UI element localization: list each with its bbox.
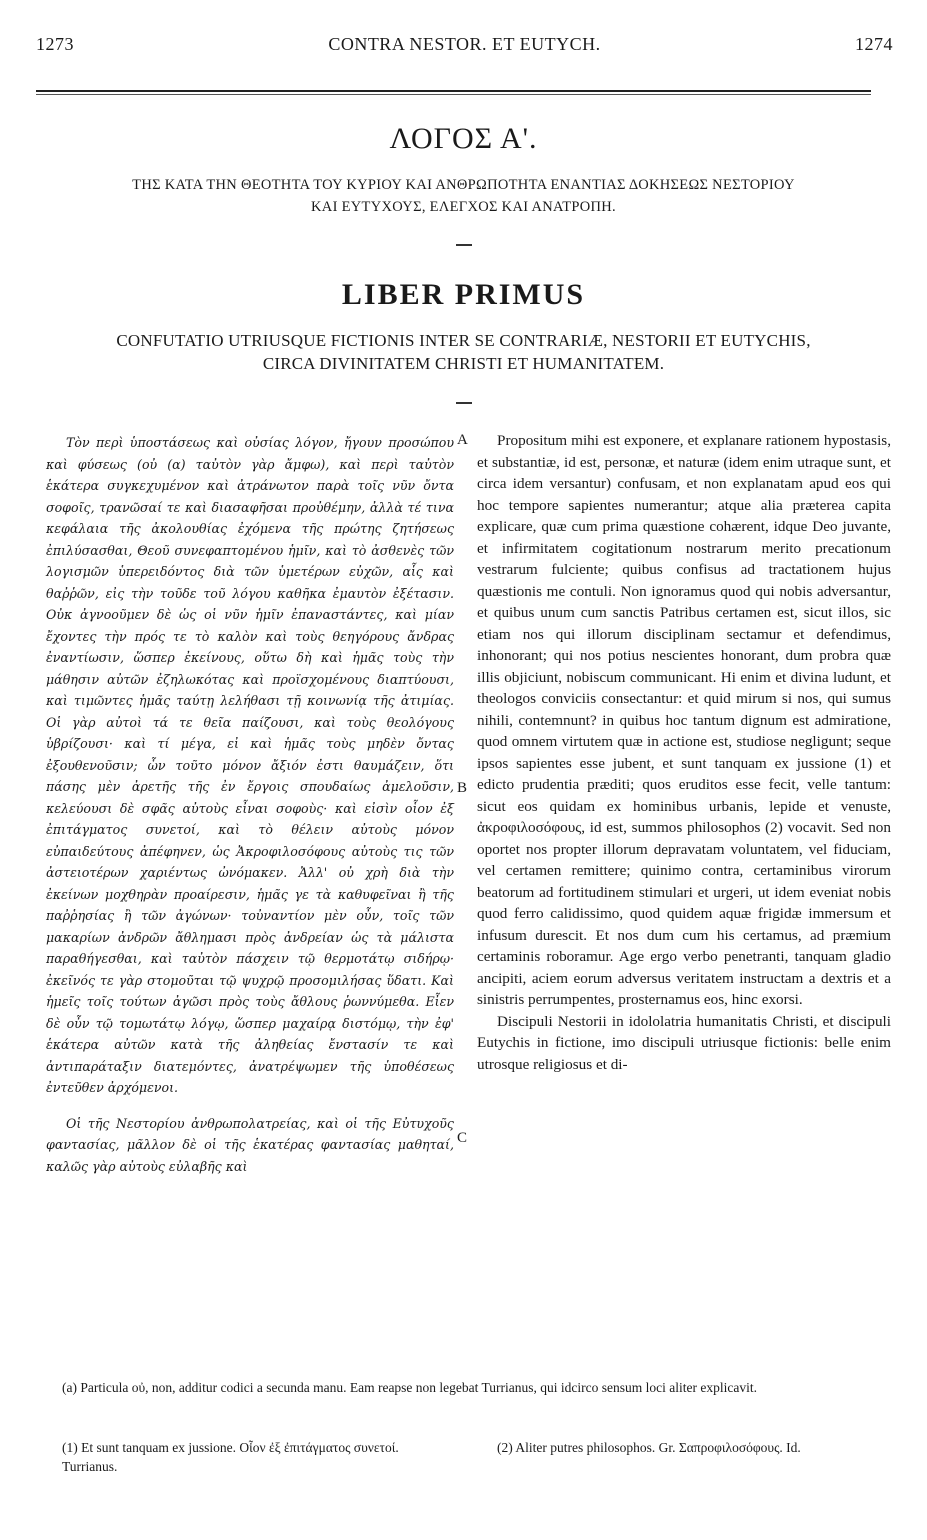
latin-book-title: LIBER PRIMUS <box>341 278 586 311</box>
header-rule <box>36 90 871 92</box>
greek-paragraph-1: Τὸν περὶ ὑποστάσεως καὶ οὐσίας λόγον, ἤγουν προσώπου καὶ φύσεως (οὐ (α) ταὐτὸν γὰρ ἄμφω), καὶ περὶ ταὐτὸν ἑκάτερα συγκεχυμένον καὶ ἀτράνωτον παρὰ τοῖς νῦν ὄντα σοφοῖς, τρανῶσαί τε καὶ διασαφῆσαι προὐθέμην, ἀλλὰ τέ τινα κεφάλαια τῆς ἀκολουθίας ἐχόμενα τῆς πρώτης ζητήσεως ἐπιλύσασθαι, Θεοῦ συνεφαπτομένου ἡμῖν, καὶ τὸ ἀσθενὲς τῶν λογισμῶν ὑπερειδόντος διὰ τῶν ὑμετέρων εὐχῶν, αἷς καὶ θαῤῥῶν, εἰς τὴν τοῦδε τοῦ λόγου καθῆκα ἐμαυτὸν ἐξέτασιν. Οὐκ ἀγνοοῦμεν δὲ ὡς οἱ νῦν ἡμῖν ἐπαναστάντες, καὶ μίαν ἔχοντες τὴν πρός τε τὸ καλὸν καὶ τοὺς θεηγόρους ἄνδρας ἐναντίωσιν, ὥσπερ ἐκείνους, οὕτω δὴ καὶ ἡμᾶς τοὺς τὴν μάθησιν αὐτῶν ἐζηλωκότας καὶ προϊσχομένους διαπτύουσι, καὶ τιμῶντες ἡμᾶς ταύτῃ λελήθασι τῇ κοινωνίᾳ τῆς ἀτιμίας. Οἱ γὰρ αὐτοὶ τά τε θεῖα παίζουσι, καὶ τοὺς θεολόγους ὑβρίζουσι· καὶ τί μέγα, εἰ καὶ ἡμᾶς τοὺς μηδὲν ὄντας ἐξουθενοῦσιν; ὧν τοῦτο μόνον ἄξιόν ἐστι θαυμάζειν, ὅτι πάσης μὲν ἀρετῆς τῆς ἐν ἔργοις σπουδαίως ἀμελοῦσιν, κελεύουσι δὲ σφᾶς αὐτοὺς εἶναι σοφοὺς· καὶ εἰσὶν οἷον ἐξ ἐπιτάγματος συνετοί, καὶ τὸ θέλειν αὐτοὺς μόνον εὐπαιδεύτους ἀπέφηνεν, ὡς Ἀκροφιλοσόφους αὐτοὺς τις τῶν ἀστειοτέρων χαριέντως ὠνόμακεν. Ἀλλ' οὐ χρὴ διὰ τὴν ἐκείνων μοχθηρὰν προαίρεσιν, ἡμᾶς γε τὰ καθυφεῖναι ἢ τῆς παῤῥησίας ἢ τῶν ἀγώνων· τοὐναντίον μὲν οὖν, τοῖς τῶν μακαρίων ἀνδρῶν ἄθλημασι πρὸς ἀνδρείαν ὡς τὰ μάλιστα παραθήγεσθαι, καὶ ταὐτὸν πάσχειν τῷ θερμοτάτῳ σιδήρῳ· ἐκεῖνός τε γὰρ στομοῦται τῷ ψυχρῷ προσομιλήσας ὕδατι. Καὶ ἡμεῖς τοῖς τούτων ἀγῶσι πρὸς τοὺς ἄθλους ῥωννύμεθα. Εἶεν δὲ οὖν τῷ τομωτάτῳ λόγῳ, ὥσπερ μαχαίρᾳ διστόμῳ, τὴν ἐφ' ἑκάτερα αὐτῶν κατὰ τῆς ἀληθείας ἔνστασίν τε καὶ ἀντιπαράταξιν διατεμόντες, ἀνατρέψωμεν τῆς ὑποθέσεως ἐντεῦθεν ἀρχόμενοι. <box>46 435 454 1095</box>
page-number-left: 1273 <box>36 34 74 54</box>
greek-book-title: ΛΟΓΟΣ Α'. <box>389 122 538 155</box>
running-title: CONTRA NESTOR. ET EUTYCH. <box>328 34 601 54</box>
footnote-1: (1) Et sunt tanquam ex jussione. Οἷον ἐξ ἐπιτάγματος συνετοί. Turrianus. <box>62 1440 399 1474</box>
running-header <box>36 34 893 58</box>
section-dash-2 <box>456 402 472 404</box>
latin-paragraph-2: Discipuli Nestorii in idololatria humanitatis Christi, et discipuli Eutychis in fictione, imo discipuli utriusque fictionis: belle enim utrosque religiosus et di- <box>477 1012 891 1073</box>
latin-paragraph-1: Propositum mihi est exponere, et explanare rationem hypostasis, et substantiæ, id est, personæ, et naturæ (idem enim utraque sunt, et circa idem versantur) confusam, et non explanatam apud eos qui hoc tempore sapientes numerantur; atque alia præterea capita explicare, quæ cum prima quæstione cohærent, idque Deo juvante, et infirmitatem cogitationum nostrarum merito precationum vestrarum fulciente; quibus confisus ad tractationem hujus quæstionis me contuli. Non ignoramus quod qui nobis adversantur, et quibus unum cum sanctis Patribus certamen est, sicut illos, sic etiam nos qui illorum disciplinam sectamur et defendimus, inhonorant; qui nos potius nescientes honorant, dum probra quæ illis objiciunt, nobiscum communicant. Hi enim et divina ludunt, et theologos conviciis consectantur: et quid mirum si nos, qui sumus nihili, contemnunt? in quibus hoc tantum dignum est admiratione, quod omnem virtutem quæ in actione est, studiose negligunt; seque ipsos sapientes esse jubent, et sunt tanquam ex jussione (1) et edicto prudentia præditi; quos eruditos esse fecit, velle tantum: sicut eos quidam ex hominibus urbanis, lepide et venuste, ἀκροφιλοσόφους, id est, summos philosophos (2) vocavit. Sed non oportet nos propter illorum depravatam voluntatem, vel fiduciam, vel certamen remittere; quinimo contra, certaminibus virorum beatorum ad fortitudinem stimulari et urgeri, ut idem eveniat nobis quod ferro calidissimo, quod quidem aquæ frigidæ immersum et infusum durescit. Et nos dum cum his certamus, ad præmium certaminis roboramur. Age ergo verbo penetranti, tanquam gladio ancipiti, aciem eorum adversus veritatem instructam a dextris et a sinistris perrumpentes, prosternamus eos, hinc exorsi. <box>477 432 891 1008</box>
greek-paragraph-2: Οἱ τῆς Νεστορίου ἀνθρωπολατρείας, καὶ οἱ τῆς Εὐτυχοῦς φαντασίας, μᾶλλον δὲ οἱ τῆς ἑκατέρας φαντασίας μαθηταί, καλῶς γὰρ αὐτοὺς εὐλαβῆς καὶ <box>46 1115 454 1174</box>
latin-subtitle-line-2: CIRCA DIVINITATEM CHRISTI ET HUMANITATEM. <box>262 354 665 373</box>
latin-subtitle-line-1: CONFUTATIO UTRIUSQUE FICTIONIS INTER SE CONTRARIÆ, NESTORII ET EUTYCHIS, <box>116 331 811 350</box>
latin-column <box>477 430 891 1075</box>
page-number-right: 1274 <box>855 34 893 54</box>
footnote-2: (2) Aliter putres philosophos. Gr. Σαπροφιλοσόφους. Id. <box>497 1440 801 1455</box>
margin-marker-c: C <box>457 1130 468 1146</box>
greek-column <box>46 432 454 1177</box>
footnote-a: (a) Particula οὐ, non, additur codici a secunda manu. Eam reapse non legebat Turrianus, qui idcirco sensum loci aliter explicavit. <box>62 1380 757 1395</box>
margin-marker-b: B <box>457 780 468 796</box>
header-rule-thin <box>36 94 871 95</box>
greek-subtitle-line-2: ΚΑΙ ΕΥΤΥΧΟΥΣ, ΕΛΕΓΧΟΣ ΚΑΙ ΑΝΑΤΡΟΠΗ. <box>311 199 616 215</box>
section-dash <box>456 244 472 246</box>
margin-marker-a: A <box>457 432 468 448</box>
greek-subtitle-line-1: ΤΗΣ ΚΑΤΑ ΤΗΝ ΘΕΟΤΗΤΑ ΤΟΥ ΚΥΡΙΟΥ ΚΑΙ ΑΝΘΡΩΠΟΤΗΤΑ ΕΝΑΝΤΙΑΣ ΔΟΚΗΣΕΩΣ ΝΕΣΤΟΡΙΟΥ <box>132 177 795 193</box>
